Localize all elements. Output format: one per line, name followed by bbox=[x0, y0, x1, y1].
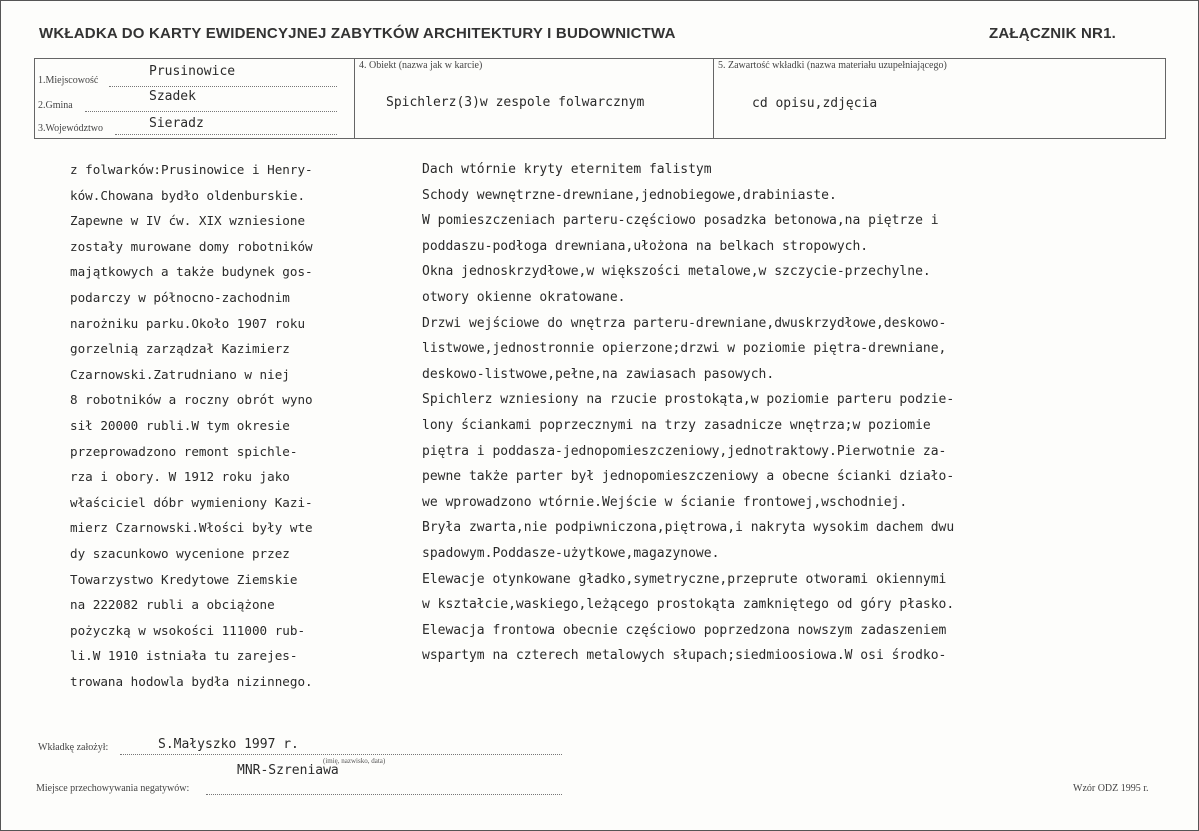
annex-number: ZAŁĄCZNIK NR1. bbox=[989, 25, 1116, 42]
content-value: cd opisu,zdjęcia bbox=[752, 96, 878, 111]
gmina-line bbox=[85, 111, 337, 112]
text-line: mierz Czarnowski.Włości były wte bbox=[70, 520, 313, 536]
gmina-value: Szadek bbox=[149, 89, 196, 104]
text-line: ków.Chowana bydło oldenburskie. bbox=[70, 187, 306, 203]
text-line: listwowe,jednostronnie opierzone;drzwi w poziomie piętra-drewniane, bbox=[422, 341, 947, 357]
text-line: W pomieszczeniach parteru-częściowo posadzka betonowa,na piętrze i bbox=[422, 213, 939, 229]
storage-line bbox=[206, 794, 562, 795]
text-line: pewne także parter był jednopomieszczeniowy a obecne ścianki działo- bbox=[422, 469, 955, 485]
author-caption: (imię, nazwisko, data) bbox=[323, 757, 386, 765]
text-line: na 222082 rubli a obciążone bbox=[70, 597, 275, 613]
form-title: WKŁADKA DO KARTY EWIDENCYJNEJ ZABYTKÓW ARCHITEKTURY I BUDOWNICTWA bbox=[39, 25, 676, 42]
location-label: 1.Miejscowość bbox=[38, 75, 99, 86]
voivodeship-value: Sieradz bbox=[149, 116, 204, 131]
template-label: Wzór ODZ 1995 r. bbox=[1073, 783, 1149, 794]
text-line: gorzelnią zarządzał Kazimierz bbox=[70, 341, 290, 357]
divider bbox=[713, 59, 714, 138]
text-line: piętra i poddasza-jednopomieszczeniowy,jednotraktowy.Pierwotnie za- bbox=[422, 443, 947, 459]
author-line bbox=[120, 754, 562, 755]
location-value: Prusinowice bbox=[149, 64, 236, 79]
text-line: Spichlerz wzniesiony na rzucie prostokąta,w poziomie parteru podzie- bbox=[422, 392, 955, 408]
text-line: Okna jednoskrzydłowe,w większości metalowe,w szczycie-przechylne. bbox=[422, 264, 931, 280]
voivodeship-label: 3.Województwo bbox=[38, 123, 104, 134]
text-line: Schody wewnętrzne-drewniane,jednobiegowe,drabiniaste. bbox=[422, 187, 837, 203]
text-line: dy szacunkowo wycenione przez bbox=[70, 545, 290, 561]
text-line: narożniku parku.Około 1907 roku bbox=[70, 315, 306, 331]
text-line: Drzwi wejściowe do wnętrza parteru-drewniane,dwuskrzydłowe,deskowo- bbox=[422, 315, 947, 331]
text-line: Bryła zwarta,nie podpiwniczona,piętrowa,i nakryta wysokim dachem dwu bbox=[422, 520, 955, 536]
author-label: Wkładkę założył: bbox=[38, 742, 109, 753]
content-label: 5. Zawartość wkładki (nazwa materiału uzupełniającego) bbox=[718, 60, 947, 71]
voivodeship-line bbox=[115, 134, 337, 135]
text-line: poddaszu-podłoga drewniana,ułożona na belkach stropowych. bbox=[422, 238, 869, 254]
text-line: we wprowadzono wtórnie.Wejście w ścianie frontowej,wschodniej. bbox=[422, 494, 908, 510]
text-line: Dach wtórnie kryty eternitem falistym bbox=[422, 162, 712, 177]
storage-label: Miejsce przechowywania negatywów: bbox=[36, 783, 190, 794]
text-line: Elewacja frontowa obecnie częściowo poprzedzona nowszym zadaszeniem bbox=[422, 622, 947, 638]
text-line: otwory okienne okratowane. bbox=[422, 289, 626, 305]
text-line: rza i obory. W 1912 roku jako bbox=[70, 469, 290, 485]
text-line: lony ściankami poprzecznymi na trzy zasadnicze wnętrza;w poziomie bbox=[422, 417, 931, 433]
text-line: podarczy w północno-zachodnim bbox=[70, 289, 290, 305]
text-line: wspartym na czterech metalowych słupach;siedmioosiowa.W osi środko- bbox=[422, 648, 947, 664]
text-line: sił 20000 rubli.W tym okresie bbox=[70, 417, 290, 433]
text-line: właściciel dóbr wymieniony Kazi- bbox=[70, 494, 313, 510]
identification-box bbox=[34, 58, 1166, 139]
text-line: w kształcie,waskiego,leżącego prostokąta zamkniętego od góry płasko. bbox=[422, 597, 955, 613]
text-line: przeprowadzono remont spichle- bbox=[70, 443, 298, 459]
text-line: Zapewne w IV ćw. XIX wzniesione bbox=[70, 213, 306, 229]
location-line bbox=[109, 86, 337, 87]
text-line: zostały murowane domy robotników bbox=[70, 238, 313, 254]
text-line: Elewacje otynkowane gładko,symetryczne,przeprute otworami okiennymi bbox=[422, 571, 947, 587]
text-line: pożyczką w wsokości 111000 rub- bbox=[70, 622, 306, 638]
text-line: Czarnowski.Zatrudniano w niej bbox=[70, 366, 290, 382]
object-label: 4. Obiekt (nazwa jak w karcie) bbox=[359, 60, 483, 71]
divider bbox=[354, 59, 355, 138]
object-value: Spichlerz(3)w zespole folwarcznym bbox=[386, 95, 645, 110]
text-line: trowana hodowla bydła nizinnego. bbox=[70, 673, 313, 689]
description-text bbox=[422, 157, 1127, 669]
storage-value: MNR-Szreniawa bbox=[237, 763, 339, 778]
text-line: li.W 1910 istniała tu zarejes- bbox=[70, 648, 298, 664]
history-text bbox=[70, 157, 360, 694]
text-line: majątkowych a także budynek gos- bbox=[70, 264, 313, 280]
text-line: 8 robotników a roczny obrót wyno bbox=[70, 392, 313, 408]
text-line: spadowym.Poddasze-użytkowe,magazynowe. bbox=[422, 545, 720, 561]
text-line: Towarzystwo Kredytowe Ziemskie bbox=[70, 571, 298, 587]
author-value: S.Małyszko 1997 r. bbox=[158, 737, 299, 752]
text-line: deskowo-listwowe,pełne,na zawiasach pasowych. bbox=[422, 366, 775, 382]
gmina-label: 2.Gmina bbox=[38, 100, 73, 111]
text-line: z folwarków:Prusinowice i Henry- bbox=[70, 162, 313, 177]
